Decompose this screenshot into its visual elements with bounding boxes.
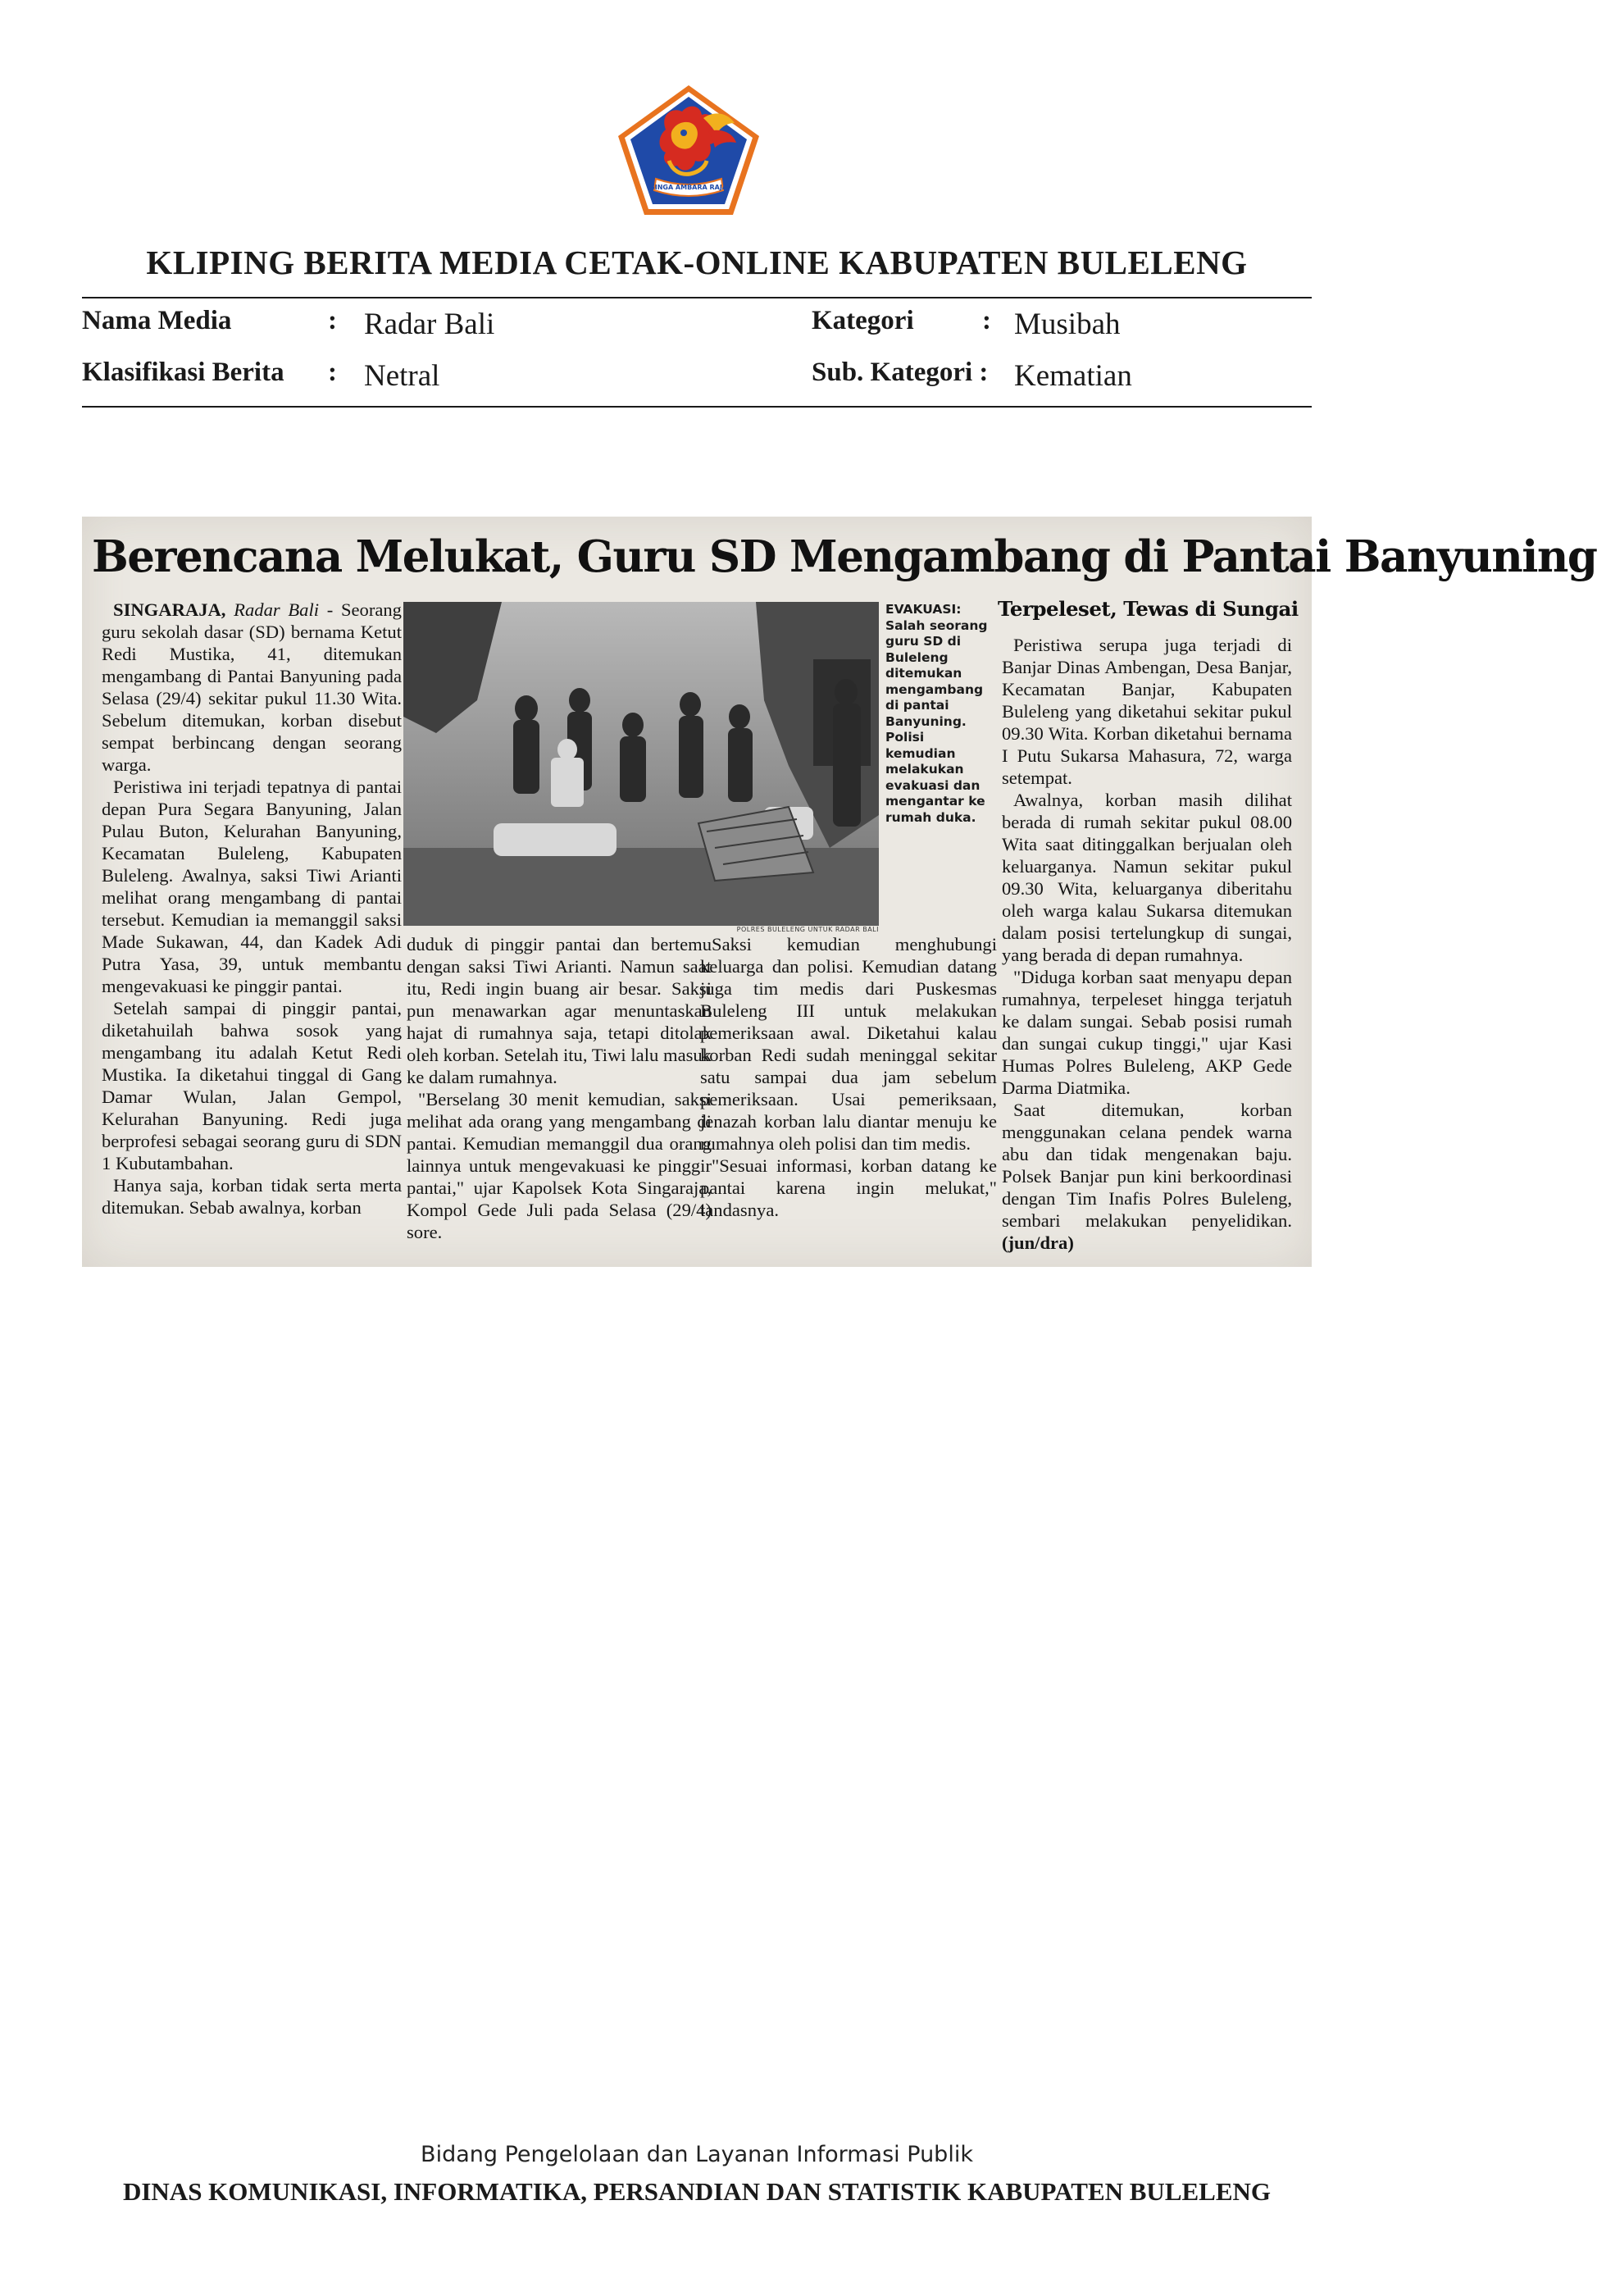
paragraph: Setelah sampai di pinggir pantai, diketahuilah bahwa sosok yang mengambang itu adalah Ketut Redi Mustika. Ia diketahui tinggal di Gang Damar Wulan, Jalan Gempol, Kelurahan Banyuning. Redi juga berprofesi sebagai seorang guru di SDN 1 Kubutambahan. <box>102 998 402 1173</box>
article-column-3 <box>700 933 997 1221</box>
kategori-label: Kategori <box>812 306 914 335</box>
article-headline: Berencana Melukat, Guru SD Mengambang di Pantai Banyuning <box>92 531 1597 582</box>
paragraph: Awalnya, korban masih dilihat berada di rumah sekitar pukul 08.00 Wita saat ditinggalkan berjualan oleh keluarganya. Namun sekitar pukul 09.30 Wita, keluarganya diberitahu oleh warga kalau Sukarsa ditemukan dalam posisi tertelungkup di sungai, yang berada di depan rumahnya. <box>1002 790 1292 965</box>
header-rule-top <box>82 297 1312 298</box>
media-value: Radar Bali <box>364 308 495 341</box>
kategori-value: Musibah <box>1014 308 1121 341</box>
paragraph: "Diduga korban saat menyapu depan rumahnya, terpeleset hingga terjatuh ke dalam sungai. Sebab posisi rumah dan sungai cukup tinggi," ujar Kasi Humas Polres Buleleng, AKP Gede Darma Diatmika. <box>1002 967 1292 1098</box>
paragraph: Saat ditemukan, korban menggunakan celana pendek warna abu dan tidak mengenakan baju. Polsek Banjar pun kini berkoordinasi dengan Tim Inafis Polres Buleleng, sembari melakukan penyelidikan. <box>1002 1100 1292 1231</box>
newspaper-clipping <box>82 517 1597 1267</box>
article-column-1 <box>102 599 402 1219</box>
subkategori-label: Sub. Kategori : <box>812 358 989 387</box>
photo-credit: POLRES BULELENG UNTUK RADAR BALI <box>736 926 879 933</box>
page-title: KLIPING BERITA MEDIA CETAK-ONLINE KABUPATEN BULELENG <box>146 244 1248 281</box>
paragraph: Peristiwa ini terjadi tepatnya di pantai depan Pura Segara Banyuning, Jalan Pulau Buton, Kelurahan Banyuning, Kecamatan Buleleng, Kabupaten Buleleng. Awalnya, saksi Tiwi Arianti melihat orang mengambang di pantai tersebut. Kemudian ia memanggil saksi Made Sukawan, 44, dan Kadek Adi Putra Yasa, 39, untuk membantu mengevakuasi ke pinggir pantai. <box>102 777 402 996</box>
paragraph: - Seorang guru sekolah dasar (SD) bernama Ketut Redi Mustika, 41, ditemukan mengambang di Pantai Banyuning pada Selasa (29/4) sekitar pukul 11.30 Wita. Sebelum ditemukan, korban disebut sempat berbincang dengan seorang warga. <box>102 599 402 775</box>
article-column-4 <box>1002 634 1292 1254</box>
paragraph: "Berselang 30 menit kemudian, saksi melihat ada orang yang mengambang di pantai. Kemudian memanggil dua orang lainnya untuk mengevakuasi ke pinggir pantai," ujar Kapolsek Kota Singaraja, Kompol Gede Juli pada Selasa (29/4) sore. <box>407 1089 712 1242</box>
article-photo <box>403 602 879 926</box>
dateline-city: SINGARAJA, <box>113 599 226 620</box>
header-rule-bottom <box>82 406 1312 408</box>
paragraph: Peristiwa serupa juga terjadi di Banjar Dinas Ambengan, Desa Banjar, Kecamatan Banjar, Kabupaten Buleleng yang diketahui sekitar pukul 09.30 Wita. Korban diketahui bernama I Putu Sukarsa Mahasura, 72, warga setempat. <box>1002 635 1292 788</box>
article-column-2 <box>407 933 712 1243</box>
klasifikasi-value: Netral <box>364 359 440 393</box>
klasifikasi-colon: : <box>328 358 337 387</box>
subkategori-value: Kematian <box>1014 359 1132 393</box>
article-subhead: Terpeleset, Tewas di Sungai <box>998 597 1299 621</box>
article-signoff: (jun/dra) <box>1002 1232 1074 1253</box>
footer-agency: DINAS KOMUNIKASI, INFORMATIKA, PERSANDIAN DAN STATISTIK KABUPATEN BULELENG <box>122 2177 1272 2206</box>
kategori-colon: : <box>982 306 991 335</box>
photo-caption: EVAKUASI: Salah seorang guru SD di Buleleng ditemukan mengambang di pantai Banyuning. Polisi kemudian melakukan evakuasi dan mengantar ke rumah duka. <box>885 602 988 825</box>
klasifikasi-label: Klasifikasi Berita <box>82 358 284 387</box>
media-label: Nama Media <box>82 306 232 335</box>
dateline-source: Radar Bali <box>234 599 320 620</box>
media-colon: : <box>328 306 337 335</box>
paragraph: duduk di pinggir pantai dan bertemu dengan saksi Tiwi Arianti. Namun saat itu, Redi ingin buang air besar. Saksi pun menawarkan agar menuntaskan hajat di rumahnya saja, tetapi ditolak oleh korban. Setelah itu, Tiwi lalu masuk ke dalam rumahnya. <box>407 934 712 1087</box>
singa-ambara-raja-logo <box>615 82 762 218</box>
footer-department: Bidang Pengelolaan dan Layanan Informasi Publik <box>421 2142 973 2167</box>
paragraph: Hanya saja, korban tidak serta merta ditemukan. Sebab awalnya, korban <box>102 1175 402 1218</box>
paragraph: "Sesuai informasi, korban datang ke pantai karena ingin melukat," tandasnya. <box>700 1155 997 1220</box>
paragraph: Saksi kemudian menghubungi keluarga dan polisi. Kemudian datang juga tim medis dari Puskesmas Buleleng III untuk melakukan pemeriksaan awal. Diketahui kalau korban Redi sudah meninggal sekitar satu sampai dua jam sebelum pemeriksaan. Usai pemeriksaan, jenazah korban lalu diantar menuju ke rumahnya oleh polisi dan tim medis. <box>700 934 997 1154</box>
logo-text: SINGA AMBARA RAJA <box>649 184 728 191</box>
